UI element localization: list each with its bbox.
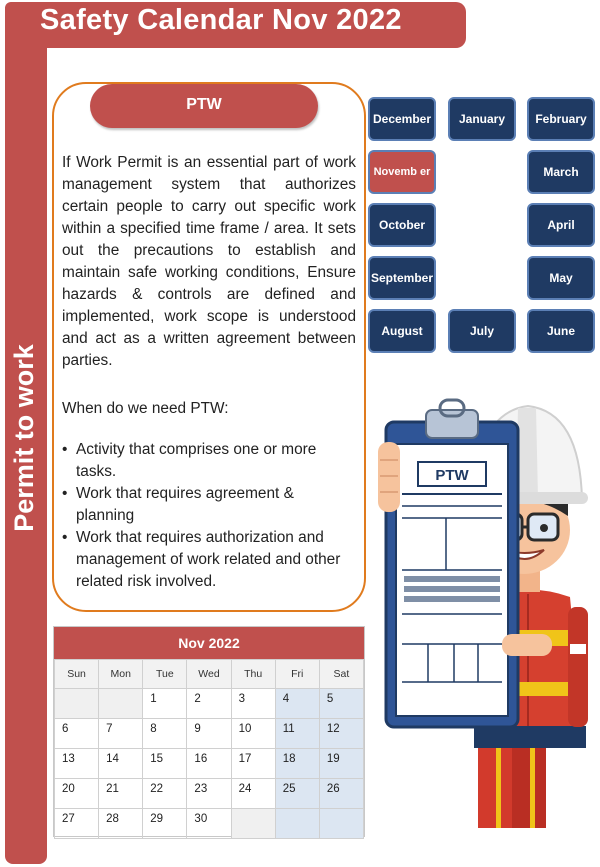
day-cell: 26 xyxy=(319,779,363,809)
month-october: October xyxy=(368,203,436,247)
day-cell xyxy=(319,809,363,839)
day-cell: 12 xyxy=(319,719,363,749)
calendar-week-row xyxy=(55,719,364,749)
weekday-header-row xyxy=(55,660,364,689)
ptw-bullet-list xyxy=(62,439,356,593)
day-cell: 11 xyxy=(275,719,319,749)
day-cell: 29 xyxy=(143,809,187,839)
clipboard-ptw-label: PTW xyxy=(435,467,469,484)
list-item: • Work that requires agreement & planning xyxy=(62,483,356,527)
calendar-title: Nov 2022 xyxy=(54,627,364,659)
month-september: September xyxy=(368,256,436,300)
weekday-label: Thu xyxy=(231,660,275,689)
month-november-active: Novemb er xyxy=(368,150,436,194)
day-cell: 23 xyxy=(187,779,231,809)
day-cell: 18 xyxy=(275,749,319,779)
day-cell: 20 xyxy=(55,779,99,809)
day-cell: 17 xyxy=(231,749,275,779)
weekday-label: Sun xyxy=(55,660,99,689)
day-cell: 2 xyxy=(187,689,231,719)
ptw-heading-pill: PTW xyxy=(90,84,318,128)
sidebar-title: Permit to work xyxy=(9,344,39,532)
day-cell: 5 xyxy=(319,689,363,719)
day-cell: 13 xyxy=(55,749,99,779)
day-cell: 16 xyxy=(187,749,231,779)
day-cell: 30 xyxy=(187,809,231,839)
day-cell: 25 xyxy=(275,779,319,809)
ptw-question: When do we need PTW: xyxy=(62,400,229,417)
month-december: December xyxy=(368,97,436,141)
day-cell: 1 xyxy=(143,689,187,719)
day-cell: 6 xyxy=(55,719,99,749)
month-march: March xyxy=(527,150,595,194)
month-grid xyxy=(368,97,597,355)
ptw-intro-paragraph: If Work Permit is an essential part of work management system that authorizes certain people to carry out specific work within a specified time frame / area. It sets out the precautions to establish and maintain safe working conditions, Ensure hazards & controls are defined and implemented, work scope is understood and act as a written agreement between parties. xyxy=(62,154,356,369)
page-title: Safety Calendar Nov 2022 xyxy=(40,4,402,36)
november-calendar xyxy=(53,626,365,837)
day-cell: 15 xyxy=(143,749,187,779)
worker-with-clipboard-illustration xyxy=(378,382,590,830)
day-cell: 19 xyxy=(319,749,363,779)
list-item: • Work that requires authorization and management of work related and other related risk involved. xyxy=(62,527,356,593)
day-cell: 10 xyxy=(231,719,275,749)
worker-legs-icon xyxy=(478,742,546,828)
day-cell xyxy=(55,689,99,719)
day-cell: 7 xyxy=(99,719,143,749)
clipboard-icon xyxy=(386,400,518,727)
day-cell xyxy=(231,809,275,839)
day-cell: 9 xyxy=(187,719,231,749)
month-april: April xyxy=(527,203,595,247)
calendar-week-row xyxy=(55,779,364,809)
weekday-label: Sat xyxy=(319,660,363,689)
day-cell: 21 xyxy=(99,779,143,809)
day-cell: 28 xyxy=(99,809,143,839)
weekday-label: Fri xyxy=(275,660,319,689)
list-item: • Activity that comprises one or more tasks. xyxy=(62,439,356,483)
weekday-label: Wed xyxy=(187,660,231,689)
day-cell: 14 xyxy=(99,749,143,779)
month-january: January xyxy=(448,97,516,141)
day-cell: 24 xyxy=(231,779,275,809)
weekday-label: Mon xyxy=(99,660,143,689)
calendar-week-row xyxy=(55,689,364,719)
month-may: May xyxy=(527,256,595,300)
month-february: February xyxy=(527,97,595,141)
day-cell: 8 xyxy=(143,719,187,749)
day-cell xyxy=(275,809,319,839)
calendar-table xyxy=(54,659,364,839)
ptw-body xyxy=(62,152,356,593)
calendar-week-row xyxy=(55,809,364,839)
weekday-label: Tue xyxy=(143,660,187,689)
day-cell: 3 xyxy=(231,689,275,719)
day-cell: 27 xyxy=(55,809,99,839)
month-august: August xyxy=(368,309,436,353)
month-july: July xyxy=(448,309,516,353)
calendar-week-row xyxy=(55,749,364,779)
day-cell: 4 xyxy=(275,689,319,719)
day-cell xyxy=(99,689,143,719)
day-cell: 22 xyxy=(143,779,187,809)
month-june: June xyxy=(527,309,595,353)
